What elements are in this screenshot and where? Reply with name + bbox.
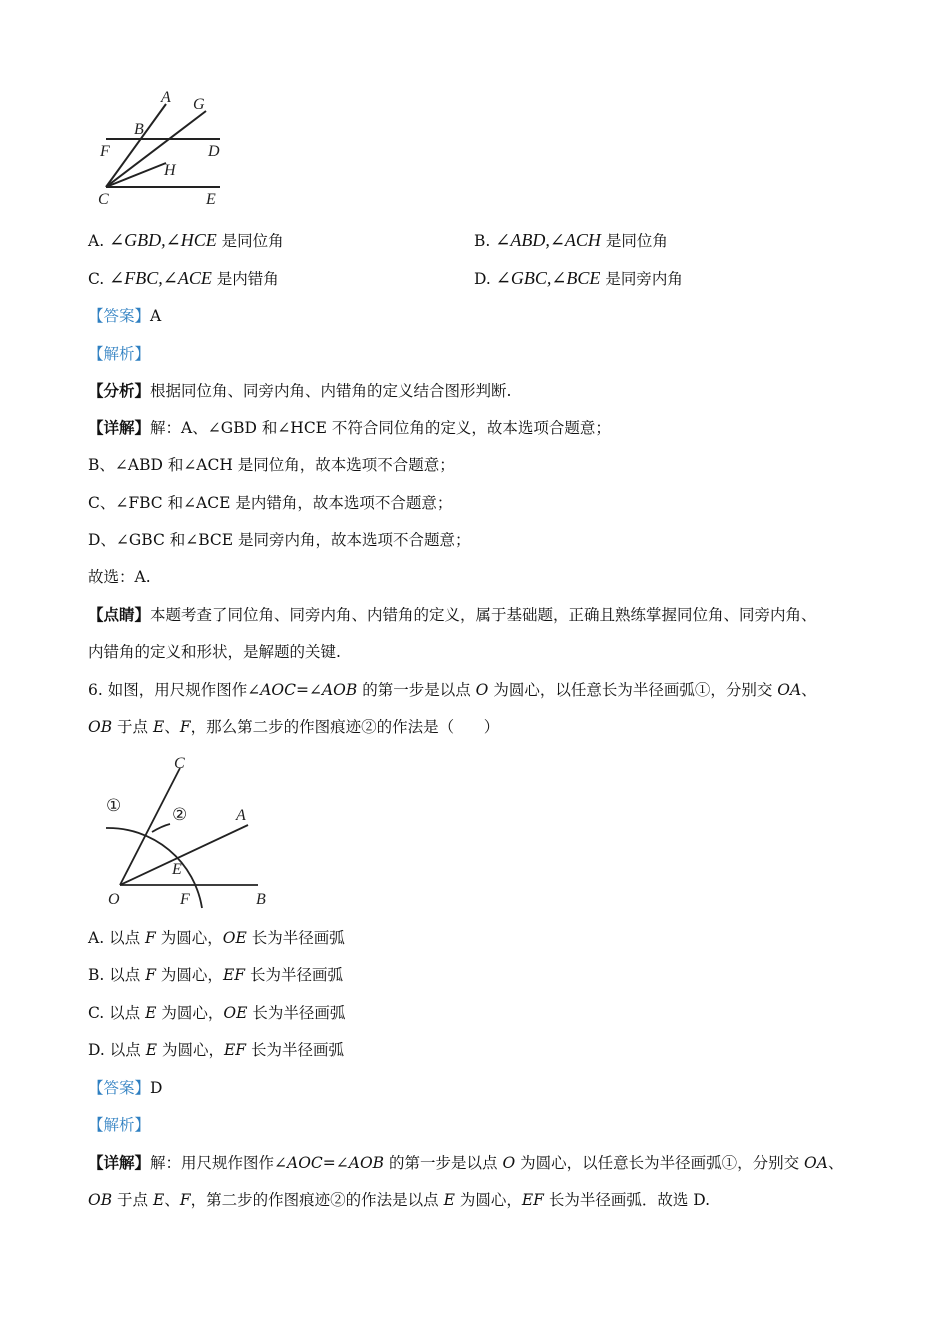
label-D: D [208, 143, 220, 160]
q5-comment-line-1: 【点睛】本题考查了同位角、同旁内角、内错角的定义，属于基础题，正确且熟练掌握同位角、同旁内角、 [88, 605, 817, 624]
label-G: G [193, 96, 205, 113]
figure-angle-construction [98, 750, 278, 910]
figure-parallel-lines [90, 88, 240, 213]
label-circle-2: ② [172, 805, 188, 824]
q6-option-c: C. 以点 E 为圆心，OE 长为半径画弧 [88, 1004, 346, 1022]
q5-analysis-tag: 【解析】 [88, 345, 151, 363]
label-E: E [172, 861, 182, 878]
q5-comment-line-2: 内错角的定义和形状，是解题的关键. [88, 643, 341, 661]
q6-analysis-tag: 【解析】 [88, 1116, 151, 1134]
q5-option-a: A. ∠GBD,∠HCE 是同位角 [88, 230, 284, 250]
label-C: C [98, 191, 109, 208]
q6-answer: 【答案】D [88, 1079, 163, 1097]
q6-option-a: A. 以点 F 为圆心，OE 长为半径画弧 [88, 929, 345, 947]
q5-detail-line-1: 【详解】解：A、∠GBD 和∠HCE 不符合同位角的定义，故本选项合题意； [88, 418, 611, 437]
q5-detail-line-2: B、∠ABD 和∠ACH 是同位角，故本选项不合题意； [88, 456, 455, 474]
line-CG [106, 111, 206, 187]
label-C: C [174, 755, 185, 772]
label-circle-1: ① [106, 796, 122, 815]
label-F: F [100, 143, 110, 160]
q5-option-d: D. ∠GBC,∠BCE 是同旁内角 [474, 268, 683, 288]
label-B: B [256, 891, 266, 908]
q5-detail-line-3: C、∠FBC 和∠ACE 是内错角，故本选项不合题意； [88, 494, 453, 512]
q5-detail-line-4: D、∠GBC 和∠BCE 是同旁内角，故本选项不合题意； [88, 531, 471, 549]
label-E: E [206, 191, 216, 208]
label-H: H [164, 162, 176, 179]
label-A: A [161, 89, 171, 106]
q5-fenxi: 【分析】根据同位角、同旁内角、内错角的定义结合图形判断. [88, 381, 512, 400]
label-B: B [134, 121, 144, 138]
q6-stem-line-2: OB 于点 E、F，那么第二步的作图痕迹②的作法是（ ） [88, 718, 500, 736]
q5-detail-line-5: 故选：A. [88, 568, 151, 586]
q5-option-b: B. ∠ABD,∠ACH 是同位角 [474, 230, 668, 250]
ray-OA [120, 825, 248, 885]
arc-2 [152, 824, 170, 832]
q6-stem-line-1: 6. 如图，用尺规作图作∠AOC=∠AOB 的第一步是以点 O 为圆心，以任意长为半径画弧①，分别交 OA、 [88, 681, 817, 699]
q5-option-c: C. ∠FBC,∠ACE 是内错角 [88, 268, 279, 288]
q5-answer: 【答案】A [88, 307, 162, 325]
q6-detail-line-1: 【详解】解：用尺规作图作∠AOC=∠AOB 的第一步是以点 O 为圆心，以任意长为半径画弧①，分别交 OA、 [88, 1153, 844, 1172]
label-O: O [108, 891, 120, 908]
ray-OC [120, 768, 180, 885]
q6-detail-line-2: OB 于点 E、F，第二步的作图痕迹②的作法是以点 E 为圆心，EF 长为半径画弧．故选 D. [88, 1191, 711, 1209]
q6-option-d: D. 以点 E 为圆心，EF 长为半径画弧 [88, 1041, 345, 1059]
label-A: A [236, 807, 246, 824]
label-F: F [180, 891, 190, 908]
q6-option-b: B. 以点 F 为圆心，EF 长为半径画弧 [88, 966, 343, 984]
